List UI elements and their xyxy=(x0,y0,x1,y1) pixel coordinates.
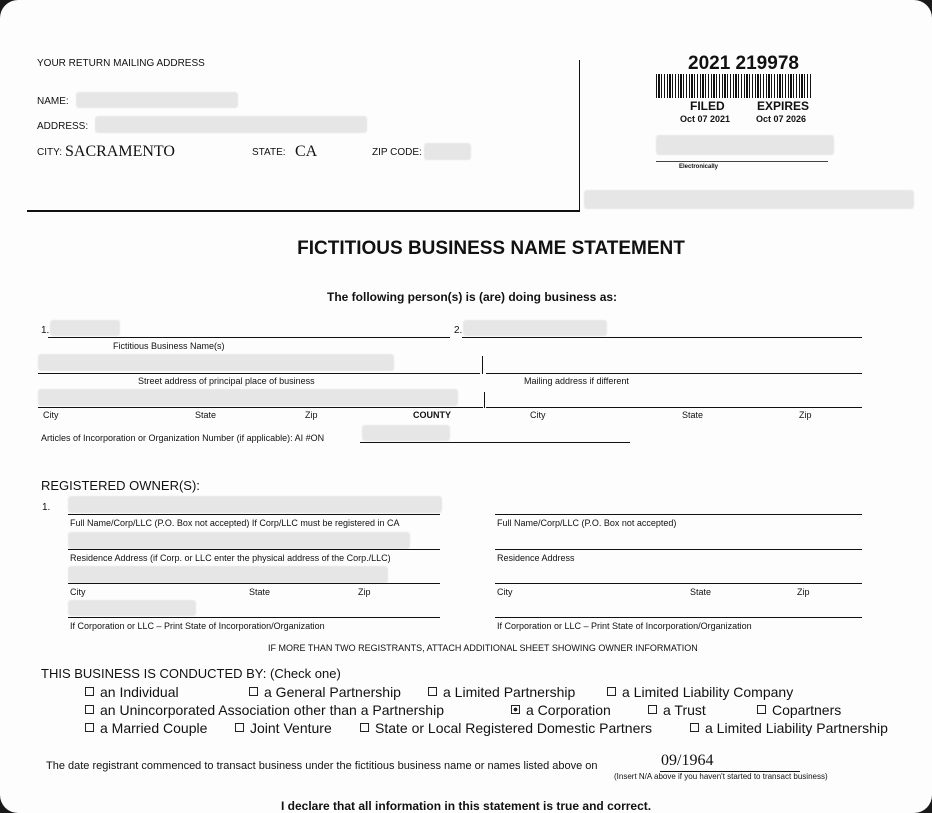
redacted-articles xyxy=(362,425,450,441)
redacted-business-1 xyxy=(50,320,120,336)
owner-right-city-caption: City xyxy=(497,587,513,597)
expires-label: EXPIRES xyxy=(757,99,810,113)
redacted-business-2 xyxy=(463,320,607,336)
option-married-couple-checkbox[interactable] xyxy=(85,723,94,732)
commenced-text: The date registrant commenced to transact business under the fictitious business name or names listed above on xyxy=(46,760,598,772)
option-general-partnership[interactable]: a General Partnership xyxy=(249,684,401,700)
owner-left-incorp-line xyxy=(68,617,440,618)
owner-left-city-caption: City xyxy=(70,587,86,597)
articles-label: Articles of Incorporation or Organization Number (if applicable): AI #ON xyxy=(41,433,325,443)
option-domestic-partners[interactable]: State or Local Registered Domestic Partners xyxy=(360,720,652,736)
redacted-owner-residence xyxy=(68,532,410,549)
owner-left-residence-line xyxy=(68,549,440,550)
option-llc-checkbox[interactable] xyxy=(607,687,616,696)
state-caption-left: State xyxy=(195,410,217,420)
option-llc[interactable]: a Limited Liability Company xyxy=(607,684,793,700)
owner-right-city-line xyxy=(495,583,862,584)
option-llp-checkbox[interactable] xyxy=(690,723,699,732)
articles-line xyxy=(360,442,630,443)
header-bottom-rule xyxy=(27,210,580,212)
option-corporation[interactable]: a Corporation xyxy=(511,702,611,718)
owner-right-incorp-line xyxy=(495,617,862,618)
document-title: FICTITIOUS BUSINESS NAME STATEMENT xyxy=(297,238,685,259)
city-label: CITY: xyxy=(37,147,63,158)
owner-right-fullname-caption: Full Name/Corp/LLC (P.O. Box not accepted) xyxy=(497,518,677,528)
name-label: NAME: xyxy=(37,96,69,107)
owner-right-name-line xyxy=(495,514,862,515)
business-name-caption: Fictitious Business Name(s) xyxy=(113,341,225,351)
option-copartners-checkbox[interactable] xyxy=(757,705,766,714)
street-line xyxy=(38,373,480,374)
commenced-note: (Insert N/A above if you haven't started to transact business) xyxy=(614,772,828,781)
zip-caption-left: Zip xyxy=(305,410,318,420)
owner-right-state-caption: State xyxy=(690,587,712,597)
owner-left-incorp-caption: If Corporation or LLC – Print State of Incorporation/Organization xyxy=(70,621,325,631)
mailing-title: YOUR RETURN MAILING ADDRESS xyxy=(37,58,205,69)
city-row-line-right xyxy=(486,407,862,408)
option-trust[interactable]: a Trust xyxy=(648,702,706,718)
option-domestic-partners-checkbox[interactable] xyxy=(360,723,369,732)
redacted-city-row xyxy=(38,389,458,406)
option-unincorporated-association-checkbox[interactable] xyxy=(85,705,94,714)
option-corporation-checkbox[interactable] xyxy=(511,705,520,714)
filed-date: Oct 07 2021 xyxy=(680,114,731,124)
redacted-owner-name xyxy=(68,496,442,513)
option-trust-checkbox[interactable] xyxy=(648,705,657,714)
owner-left-zip-caption: Zip xyxy=(358,587,371,597)
option-individual-checkbox[interactable] xyxy=(85,687,94,696)
mailing-line xyxy=(486,373,862,374)
owners-note: IF MORE THAN TWO REGISTRANTS, ATTACH ADDITIONAL SHEET SHOWING OWNER INFORMATION xyxy=(268,643,698,653)
header-vertical-divider xyxy=(579,60,580,212)
owner-right-zip-caption: Zip xyxy=(797,587,810,597)
redacted-clerk xyxy=(656,135,834,155)
city-caption-right: City xyxy=(530,410,546,420)
owner-right-residence-caption: Residence Address xyxy=(497,553,575,563)
redacted-owner-incorp xyxy=(68,600,196,616)
redacted-stamp-footer xyxy=(584,190,914,209)
city-value: SACRAMENTO xyxy=(65,143,175,160)
owner-right-residence-line xyxy=(495,549,862,550)
business-1-line xyxy=(48,337,450,338)
option-individual[interactable]: an Individual xyxy=(85,684,179,700)
owner-left-city-line xyxy=(68,583,440,584)
business-2-number: 2. xyxy=(454,325,463,336)
redacted-street xyxy=(38,354,394,371)
option-joint-venture-checkbox[interactable] xyxy=(235,723,244,732)
owner-left-fullname-caption: Full Name/Corp/LLC (P.O. Box not accepted) If Corp/LLC must be registered in CA xyxy=(70,518,400,528)
option-copartners[interactable]: Copartners xyxy=(757,702,841,718)
option-limited-partnership[interactable]: a Limited Partnership xyxy=(428,684,575,700)
zip-label: ZIP CODE: xyxy=(372,147,422,158)
state-caption-right: State xyxy=(682,410,704,420)
filing-number: 2021 219978 xyxy=(688,53,799,74)
commenced-date: 09/1964 xyxy=(661,752,714,769)
owner-left-residence-caption: Residence Address (if Corp. or LLC enter the physical address of the Corp./LLC) xyxy=(70,553,391,563)
mailing-caption: Mailing address if different xyxy=(524,376,629,386)
option-unincorporated-association[interactable]: an Unincorporated Association other than a Partnership xyxy=(85,702,444,718)
business-2-line xyxy=(462,337,862,338)
county-caption: COUNTY xyxy=(413,410,451,420)
state-label: STATE: xyxy=(252,147,286,158)
owners-heading: REGISTERED OWNER(S): xyxy=(41,478,200,493)
expires-date: Oct 07 2026 xyxy=(756,114,807,124)
conducted-heading: THIS BUSINESS IS CONDUCTED BY: (Check one) xyxy=(41,666,341,681)
redacted-owner-city xyxy=(68,566,388,583)
owner-left-state-caption: State xyxy=(249,587,271,597)
option-general-partnership-checkbox[interactable] xyxy=(249,687,258,696)
electronic-note: Electronically xyxy=(679,164,719,170)
owner-right-incorp-caption: If Corporation or LLC – Print State of Incorporation/Organization xyxy=(497,621,752,631)
option-limited-partnership-checkbox[interactable] xyxy=(428,687,437,696)
declaration: I declare that all information in this statement is true and correct. xyxy=(281,799,652,813)
filed-label: FILED xyxy=(690,99,725,113)
redacted-name xyxy=(76,92,238,108)
stamp-rule xyxy=(656,161,828,162)
city-row-line-left xyxy=(38,407,483,408)
zip-caption-right: Zip xyxy=(799,410,812,420)
city-caption-left: City xyxy=(43,410,59,420)
owner-1-number: 1. xyxy=(42,502,51,513)
state-value: CA xyxy=(295,143,318,160)
option-joint-venture[interactable]: Joint Venture xyxy=(235,720,332,736)
redacted-zip xyxy=(424,143,471,160)
owner-left-name-line xyxy=(68,514,440,515)
document-subtitle: The following person(s) is (are) doing business as: xyxy=(327,290,618,304)
street-caption: Street address of principal place of business xyxy=(138,376,315,386)
street-divider xyxy=(482,356,483,374)
redacted-address xyxy=(95,116,367,133)
address-label: ADDRESS: xyxy=(37,121,89,132)
business-1-number: 1. xyxy=(41,325,50,336)
option-married-couple[interactable]: a Married Couple xyxy=(85,720,207,736)
city-row-divider xyxy=(484,392,485,408)
barcode xyxy=(656,74,812,98)
option-llp[interactable]: a Limited Liability Partnership xyxy=(690,720,888,736)
